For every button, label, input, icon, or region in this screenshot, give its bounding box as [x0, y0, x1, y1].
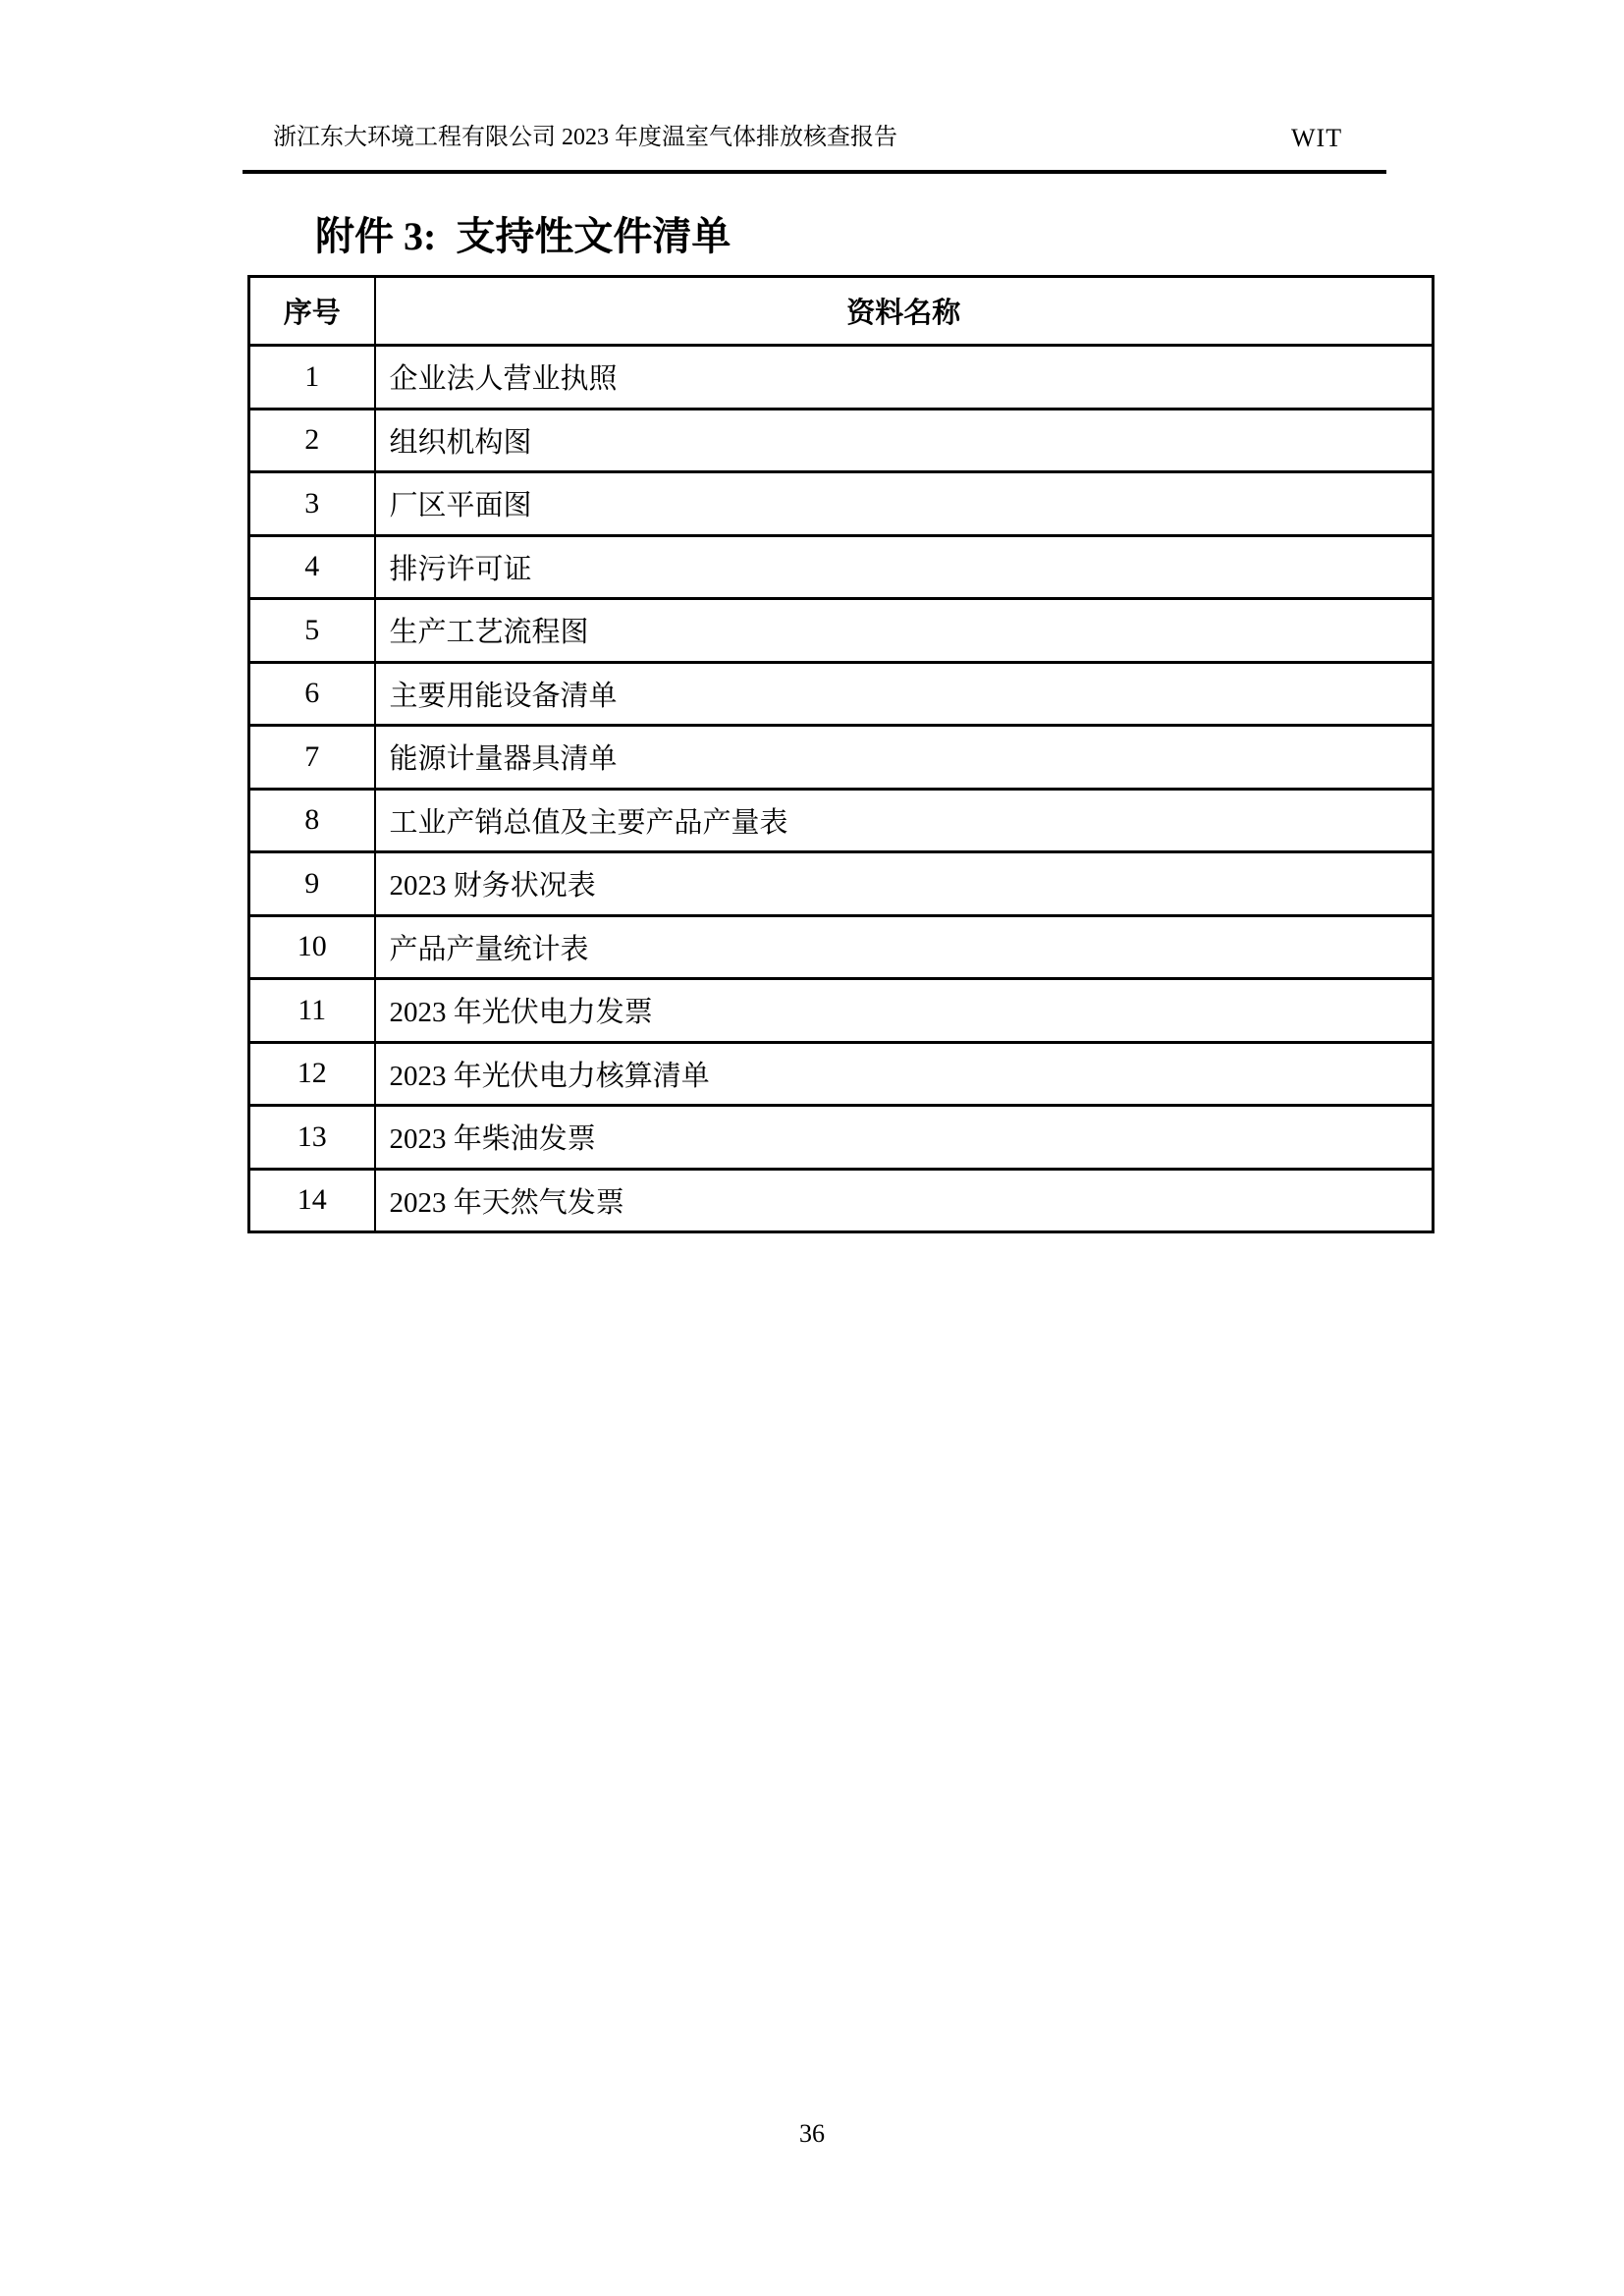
row-material-name: 排污许可证	[375, 535, 1434, 599]
row-serial-number: 13	[249, 1106, 375, 1170]
table-row	[249, 599, 1434, 663]
row-material-name: 2023 年光伏电力发票	[375, 979, 1434, 1043]
row-material-name: 企业法人营业执照	[375, 346, 1434, 410]
table-row	[249, 472, 1434, 536]
attachment-title: 附件 3: 支持性文件清单	[315, 214, 731, 258]
table-row	[249, 662, 1434, 726]
row-material-name: 2023 年天然气发票	[375, 1169, 1434, 1232]
table-row	[249, 1042, 1434, 1106]
row-material-name: 能源计量器具清单	[375, 726, 1434, 790]
row-material-name: 2023 年柴油发票	[375, 1106, 1434, 1170]
row-material-name: 组织机构图	[375, 409, 1434, 472]
running-header-logo-text: WIT	[1291, 124, 1343, 152]
row-serial-number: 4	[249, 535, 375, 599]
row-serial-number: 7	[249, 726, 375, 790]
table-row	[249, 1169, 1434, 1232]
table-row	[249, 535, 1434, 599]
table-row	[249, 346, 1434, 410]
row-serial-number: 10	[249, 915, 375, 979]
row-serial-number: 3	[249, 472, 375, 536]
row-serial-number: 5	[249, 599, 375, 663]
supporting-documents-table	[247, 275, 1435, 1233]
row-material-name: 2023 年光伏电力核算清单	[375, 1042, 1434, 1106]
row-serial-number: 14	[249, 1169, 375, 1232]
row-material-name: 工业产销总值及主要产品产量表	[375, 789, 1434, 852]
table-row	[249, 852, 1434, 916]
running-header-text: 浙江东大环境工程有限公司 2023 年度温室气体排放核查报告	[273, 125, 897, 150]
table-row	[249, 409, 1434, 472]
row-material-name: 生产工艺流程图	[375, 599, 1434, 663]
table-row	[249, 915, 1434, 979]
header-rule	[243, 170, 1386, 174]
row-serial-number: 8	[249, 789, 375, 852]
row-material-name: 产品产量统计表	[375, 915, 1434, 979]
row-serial-number: 2	[249, 409, 375, 472]
row-serial-number: 12	[249, 1042, 375, 1106]
table-row	[249, 979, 1434, 1043]
page-number: 36	[799, 2119, 825, 2148]
table-header-row	[249, 277, 1434, 346]
column-header-material-name: 资料名称	[375, 277, 1434, 346]
column-header-serial-number: 序号	[249, 277, 375, 346]
row-serial-number: 6	[249, 662, 375, 726]
row-material-name: 主要用能设备清单	[375, 662, 1434, 726]
row-serial-number: 1	[249, 346, 375, 410]
row-serial-number: 11	[249, 979, 375, 1043]
row-material-name: 厂区平面图	[375, 472, 1434, 536]
table-row	[249, 726, 1434, 790]
row-material-name: 2023 财务状况表	[375, 852, 1434, 916]
table-row	[249, 789, 1434, 852]
row-serial-number: 9	[249, 852, 375, 916]
table-row	[249, 1106, 1434, 1170]
